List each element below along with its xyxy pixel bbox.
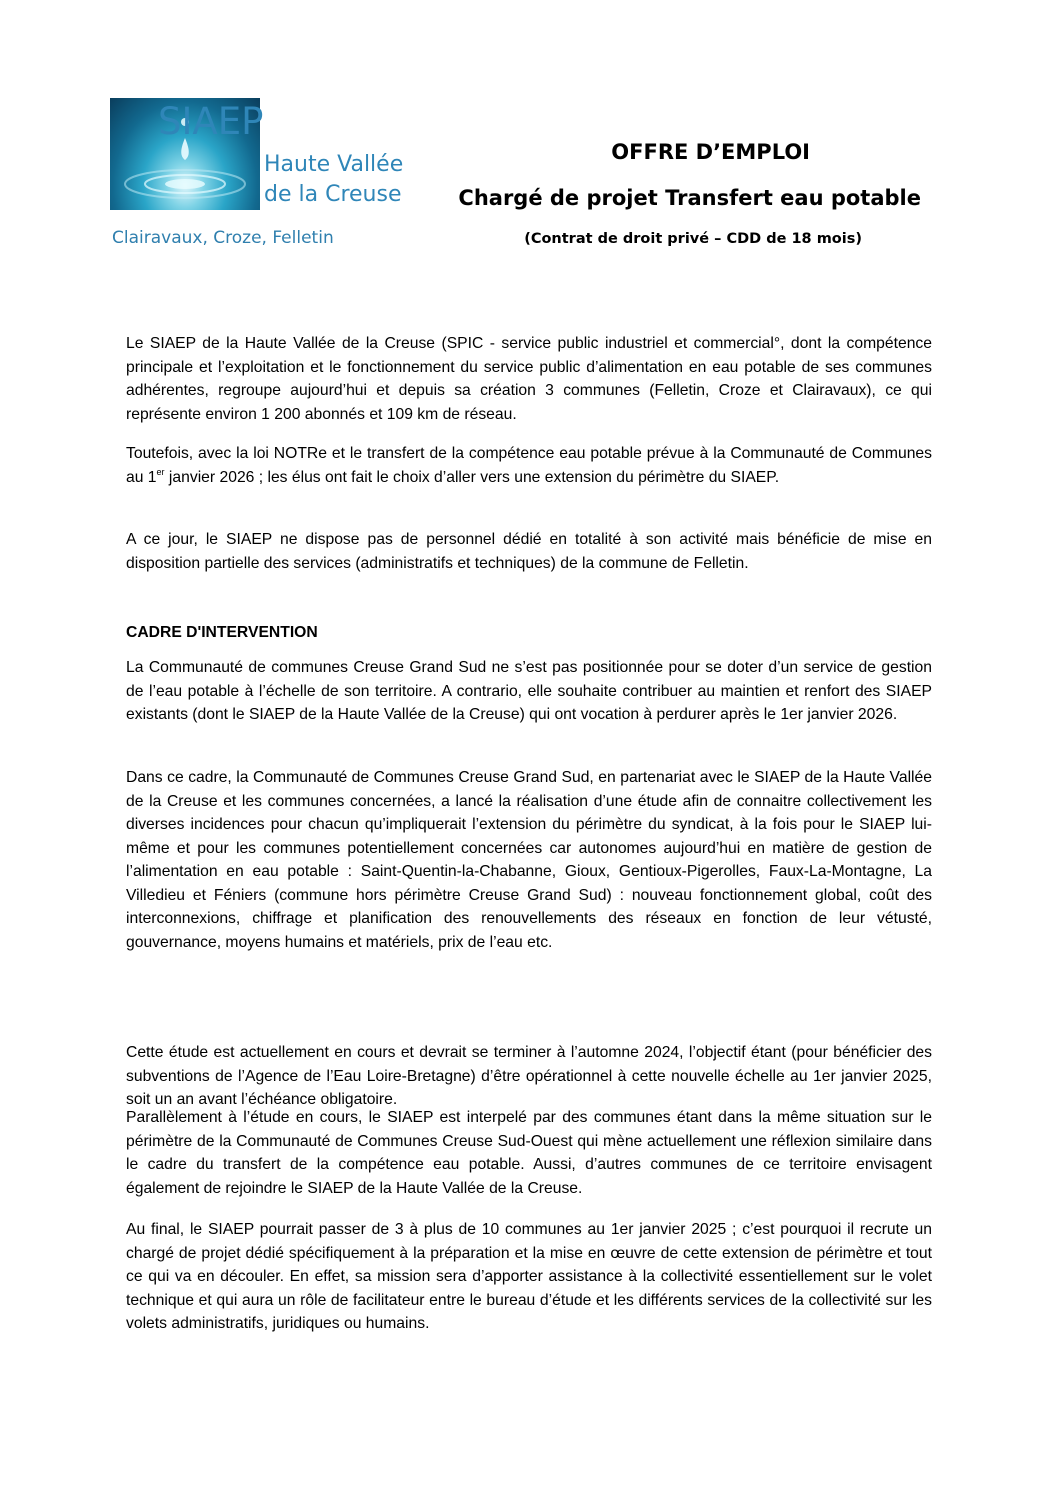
intro-paragraph-1-text: Le SIAEP de la Haute Vallée de la Creuse (SPIC - service public industriel et commercial°, dont la compétence principale et l’exploitation et le fonctionnement du service public d’alimentation en eau potable de ses communes adhérentes, regroupe aujourd’hui et depuis sa création 3 communes (Felletin, Croze et Clairavaux), ce qui représente environ 1 200 abonnés et 109 km de réseau. — [126, 335, 932, 423]
logo-name-line2: de la Creuse — [264, 182, 402, 207]
intro-paragraph-2 — [126, 442, 932, 489]
section-paragraph-3-text: Cette étude est actuellement en cours et devrait se terminer à l’automne 2024, l’objectif étant (pour bénéficier des subventions de l’Agence de l’Eau Loire-Bretagne) d’être opérationnel à cette nouvelle échelle au 1er janvier 2025, soit un an avant l’échéance obligatoire. — [126, 1044, 932, 1108]
intro-p2-after: janvier 2026 ; les élus ont fait le choix d’aller vers une extension du périmètre du SIAEP. — [164, 468, 780, 486]
logo-name-line1: Haute Vallée — [264, 152, 404, 177]
intro-paragraph-3 — [126, 528, 932, 575]
logo-acronym: SIAEP — [158, 100, 264, 143]
section-paragraph-2 — [126, 766, 932, 954]
intro-paragraph-1 — [126, 332, 932, 426]
intro-p2-superscript: er — [156, 466, 165, 477]
intro-paragraph-2-text — [126, 442, 932, 489]
logo-name — [264, 150, 403, 210]
section-paragraph-5 — [126, 1218, 932, 1336]
section-paragraph-2-text: Dans ce cadre, la Communauté de Communes Creuse Grand Sud, en partenariat avec le SIAEP de la Haute Vallée de la Creuse et les communes concernées, a lancé la réalisation d’une étude afin de connaitre collectivement les diverses incidences pour chacun qu’impliquerait l’extension du périmètre du syndicat, à la fois pour le SIAEP lui-même et pour les communes potentiellement concernées car autonomes aujourd’hui en matière de gestion de l’alimentation en eau potable : Saint-Quentin-la-Chabanne, Gioux, Gentioux-Pigerolles, Faux-La-Montagne, La Villedieu et Féniers (commune hors périmètre Creuse Grand Sud) : nouveau fonctionnement global, coût des interconnexions, chiffrage et planification des renouvellements des réseaux en fonction de leur vétusté, gouvernance, moyens humains et matériels, prix de l’eau etc. — [126, 769, 932, 951]
section-heading: CADRE D'INTERVENTION — [126, 624, 318, 641]
section-paragraph-4 — [126, 1106, 932, 1200]
section-paragraph-4-text: Parallèlement à l’étude en cours, le SIAEP est interpelé par des communes étant dans la même situation sur le périmètre de la Communauté de Communes Creuse Sud-Ouest qui mène actuellement une réflexion similaire dans le cadre du transfert de la compétence eau potable. Aussi, d’autres communes de ce territoire envisagent également de rejoindre le SIAEP de la Haute Vallée de la Creuse. — [126, 1109, 932, 1197]
section-paragraph-3 — [126, 1041, 932, 1112]
intro-p2-before: Toutefois, avec la loi NOTRe et le transfert de la compétence eau potable prévue à la Communauté de Communes au 1 — [126, 445, 932, 486]
section-paragraph-1-text: La Communauté de communes Creuse Grand Sud ne s’est pas positionnée pour se doter d’un service de gestion de l’eau potable à l’échelle de son territoire. A contrario, elle souhaite contribuer au maintien et renfort des SIAEP existants (dont le SIAEP de la Haute Vallée de la Creuse) qui ont vocation à perdurer après le 1er janvier 2026. — [126, 659, 932, 723]
logo-communes: Clairavaux, Croze, Felletin — [112, 228, 334, 248]
intro-paragraph-3-text: A ce jour, le SIAEP ne dispose pas de personnel dédié en totalité à son activité mais bénéficie de mise en disposition partielle des services (administratifs et techniques) de la commune de Felletin. — [126, 531, 932, 572]
section-paragraph-5-text: Au final, le SIAEP pourrait passer de 3 à plus de 10 communes au 1er janvier 2025 ; c’est pourquoi il recrute un chargé de projet dédié spécifiquement à la préparation et la mise en œuvre de cette extension de périmètre et tout ce qui va en découler. En effet, sa mission sera d’apporter assistance à la collectivité essentiellement sur le volet technique et qui aura un rôle de facilitateur entre le bureau d’étude et les différents services de la collectivité sur les volets administratifs, juridiques ou humains. — [126, 1221, 932, 1332]
offer-heading: OFFRE D’EMPLOI — [611, 140, 810, 164]
section-paragraph-1 — [126, 656, 932, 727]
contract-type: (Contrat de droit privé – CDD de 18 mois) — [524, 231, 862, 247]
job-title: Chargé de projet Transfert eau potable — [458, 186, 921, 210]
